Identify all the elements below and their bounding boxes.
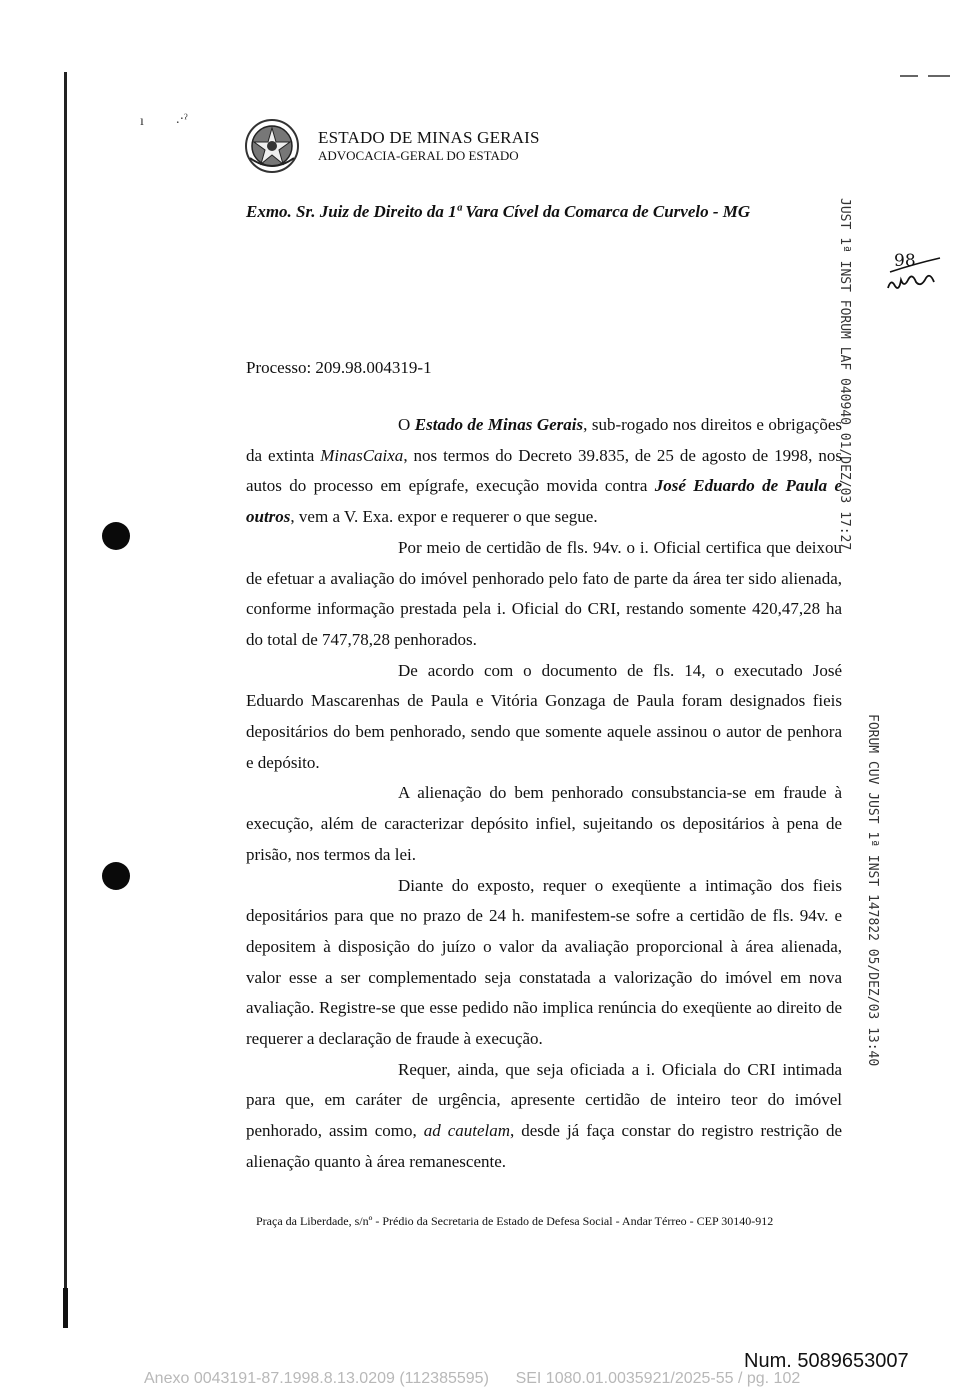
paragraph-6: Requer, ainda, que seja oficiada a i. Oficiala do CRI intimada para que, em caráter de urgência, apresente certidão de inteiro teor do imóvel penhorado, assim como, ad cautelam, desde já faça constar do registro restrição de alienação quanto à área remanescente. (246, 1059, 842, 1171)
header-agency: ADVOCACIA-GERAL DO ESTADO (318, 148, 519, 163)
scan-margin-mark (63, 1288, 68, 1328)
coat-of-arms-icon (244, 118, 300, 174)
footer-address: Praça da Liberdade, s/nº - Prédio da Secretaria de Estado de Defesa Social - Andar Térreo - CEP 30140-912 (256, 1214, 774, 1228)
punch-hole (102, 522, 130, 550)
handwritten-page-mark (884, 246, 944, 296)
paragraph-4: A alienação do bem penhorado consubstancia-se em fraude à execução, além de caracterizar depósito infiel, sujeitando os depositários à pena de prisão, nos termos da lei. (246, 783, 842, 864)
paragraph-5: Diante do exposto, requer o exeqüente a intimação dos fieis depositários para que no prazo de 24 h. manifestem-se sofre a certidão de fls. 94v. e depositem à disposição do juízo o valor da avaliação proporcional à área alienada, valor esse a ser complementado seja constatada a valorização do imóvel em nova avaliação. Registre-se que esse pedido não implica renúncia do exeqüente ao direito de requerer a declaração de fraude à execução. (246, 875, 842, 1049)
header-state: ESTADO DE MINAS GERAIS (318, 128, 540, 147)
paragraph-3: De acordo com o documento de fls. 14, o executado José Eduardo Mascarenhas de Paula e Vitória Gonzaga de Paula foram designados fieis depositários do bem penhorado, sendo que somente aquele assinou o autor de penhora e depósito. (246, 660, 842, 772)
scan-speck: .·ˀ (176, 112, 188, 127)
court-stamp-1: JUST 1ª INST FORUM LAF 040940 01/DEZ/03 17:27 (837, 198, 852, 551)
page-mark-number: 98 (894, 251, 916, 271)
process-number: Processo: 209.98.004319-1 (246, 358, 432, 377)
annex-reference: Anexo 0043191-87.1998.8.13.0209 (112385595) SEI 1080.01.0035921/2025-55 / pg. 102 (144, 1370, 801, 1387)
petition-body (246, 410, 842, 1178)
court-stamp-2: FORUM CUV JUST 1ª INST 147822 05/DEZ/03 13:40 (865, 714, 880, 1067)
paragraph-2: Por meio de certidão de fls. 94v. o i. Oficial certifica que deixou de efetuar a avaliação do imóvel penhorado pelo fato de parte da área ter sido alienada, conforme informação prestada pela i. Oficial do CRI, restando somente 420,47,28 ha do total de 747,78,28 penhorados. (246, 537, 842, 649)
scan-speck: ı (140, 114, 144, 129)
paragraph-1: O Estado de Minas Gerais, sub-rogado nos direitos e obrigações da extinta MinasCaixa, nos termos do Decreto 39.835, de 25 de agosto de 1998, nos autos do processo em epígrafe, execução movida contra José Eduardo de Paula e outros, vem a V. Exa. expor e requerer o que segue. (246, 415, 843, 527)
scan-margin-line (64, 72, 67, 1327)
document-number: Num. 5089653007 (744, 1350, 909, 1372)
punch-hole (102, 862, 130, 890)
scan-dash-mark (928, 75, 950, 77)
addressee: Exmo. Sr. Juiz de Direito da 1ª Vara Cível da Comarca de Curvelo - MG (246, 202, 751, 221)
scan-dash-mark (900, 75, 918, 77)
